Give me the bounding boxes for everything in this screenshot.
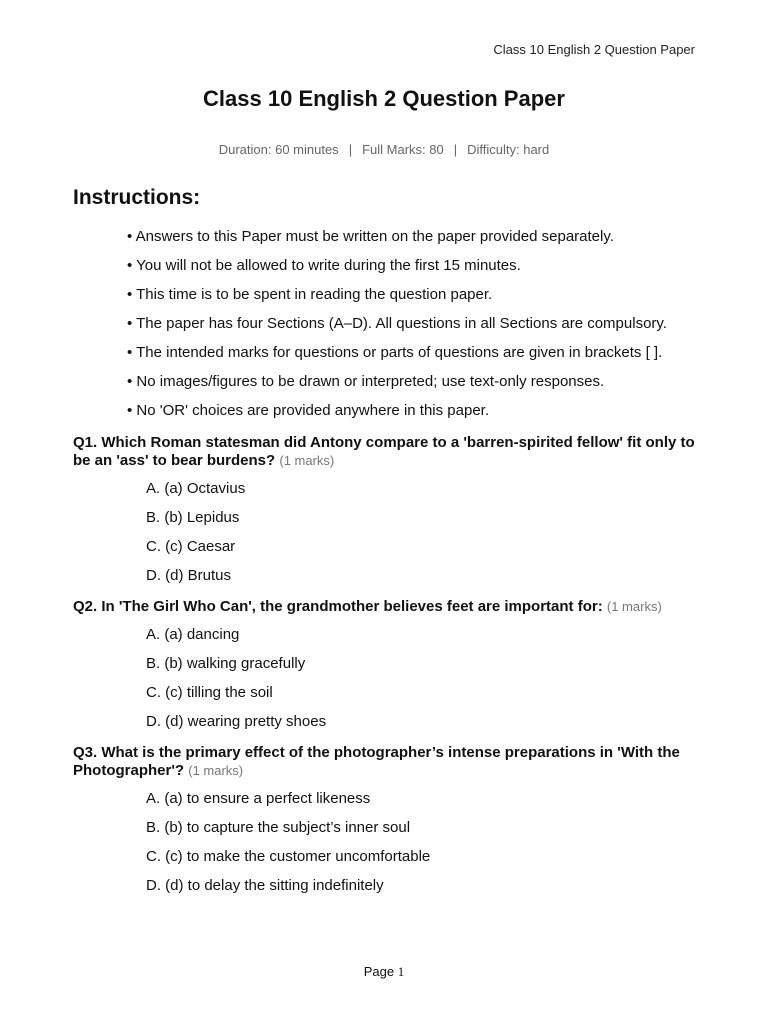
question-text: Q3. What is the primary effect of the photographer’s intense preparations in 'With the Photographer'?: [73, 744, 680, 779]
instruction-item: • No 'OR' choices are provided anywhere in this paper.: [127, 402, 489, 419]
question-stem: [73, 598, 695, 616]
running-header: Class 10 English 2 Question Paper: [493, 42, 695, 57]
question-3: [73, 744, 695, 900]
instruction-item: • You will not be allowed to write during the first 15 minutes.: [127, 257, 521, 274]
options-list: [73, 620, 695, 736]
option-d: D. (d) wearing pretty shoes: [146, 713, 327, 730]
question-stem: [73, 434, 695, 470]
paper-title: Class 10 English 2 Question Paper: [203, 86, 565, 111]
option-c: C. (c) tilling the soil: [146, 684, 273, 701]
options-list: [73, 474, 695, 590]
option-a: A. (a) dancing: [146, 626, 240, 643]
option-b: B. (b) walking gracefully: [146, 655, 306, 672]
paper-meta: [0, 142, 768, 157]
instruction-item: • This time is to be spent in reading the question paper.: [127, 286, 493, 303]
question-marks: (1 marks): [188, 763, 244, 778]
questions-section: [73, 434, 695, 908]
question-1: [73, 434, 695, 590]
page-number: 1: [397, 964, 405, 979]
option-d: D. (d) Brutus: [146, 567, 232, 584]
instruction-item: • The paper has four Sections (A–D). All questions in all Sections are compulsory.: [127, 315, 667, 332]
question-marks: (1 marks): [279, 453, 335, 468]
instruction-item: • The intended marks for questions or parts of questions are given in brackets [ ].: [127, 344, 663, 361]
instruction-item: • No images/figures to be drawn or interpreted; use text-only responses.: [127, 373, 605, 390]
page-footer: [0, 964, 768, 980]
option-c: C. (c) to make the customer uncomfortable: [146, 848, 431, 865]
option-b: B. (b) Lepidus: [146, 509, 240, 526]
option-c: C. (c) Caesar: [146, 538, 236, 555]
question-stem: [73, 744, 695, 780]
option-a: A. (a) to ensure a perfect likeness: [146, 790, 371, 807]
full-marks: Full Marks: 80: [362, 142, 444, 157]
option-a: A. (a) Octavius: [146, 480, 246, 497]
difficulty: Difficulty: hard: [467, 142, 550, 157]
instructions-list: [127, 226, 727, 429]
meta-separator: |: [453, 142, 458, 157]
question-text: Q1. Which Roman statesman did Antony compare to a 'barren-spirited fellow' fit only to be an 'ass' to bear burdens?: [73, 434, 695, 469]
duration: Duration: 60 minutes: [218, 142, 339, 157]
instruction-item: • Answers to this Paper must be written on the paper provided separately.: [127, 228, 614, 245]
page-label: Page: [363, 964, 395, 979]
instructions-heading: Instructions:: [73, 186, 201, 209]
question-2: [73, 598, 695, 736]
meta-separator: |: [348, 142, 353, 157]
question-text: Q2. In 'The Girl Who Can', the grandmother believes feet are important for:: [73, 598, 603, 615]
option-b: B. (b) to capture the subject’s inner soul: [146, 819, 411, 836]
options-list: [73, 784, 695, 900]
question-marks: (1 marks): [606, 599, 662, 614]
option-d: D. (d) to delay the sitting indefinitely: [146, 877, 384, 894]
